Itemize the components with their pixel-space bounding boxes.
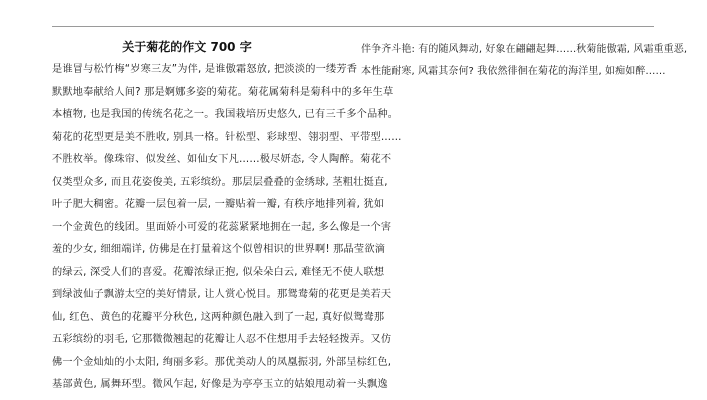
body-line: 仅类型众多, 而且花姿俊美, 五彩缤纷。那层层叠叠的金绣球, 茎粗壮挺直, [52, 176, 388, 188]
body-line: 佛一个金灿灿的小太阳, 绚丽多彩。那优美动人的凤凰振羽, 外部呈棕红色, [52, 356, 392, 368]
body-line: 的绿云, 深受人们的喜爱。花瓣浓绿正抱, 似朵朵白云, 难怪无不使人联想 [52, 266, 385, 278]
body-line: 默默地奉献给人间? 那是婀娜多姿的菊花。菊花属菊科是菊科中的多年生草 [52, 86, 394, 98]
body-line: 不胜枚举。像珠帘、似发丝、如仙女下凡……极尽妍态, 令人陶醉。菊花不 [52, 154, 392, 165]
body-line: 伴争齐斗艳: 有的随风舞动, 好象在翩翩起舞……秋菊能傲霜, 风霜重重恶, [361, 44, 688, 55]
body-line: 本性能耐寒, 风霜其奈何? 我依然徘徊在菊花的海洋里, 如痴如醉…… [361, 66, 666, 77]
top-rule [52, 26, 654, 27]
body-line: 一个金黄色的线团。里面娇小可爱的花蕊紧紧地拥在一起, 多么像是一个害 [52, 221, 392, 233]
body-line: 到绿波仙子飘游太空的美好情景, 让人赏心悦目。那鸳鸯菊的花更是美若天 [52, 289, 392, 300]
body-line: 羞的少女, 细细端详, 仿佛是在打量着这个似曾相识的世界啊! 那晶莹欲滴 [52, 244, 386, 255]
body-line: 叶子肥大稠密。花瓣一层包着一层, 一瓣贴着一瓣, 有秩序地排列着, 犹如 [52, 199, 385, 210]
body-line: 五彩缤纷的羽毛, 它那微微翘起的花瓣让人忍不住想用手去轻轻拨弄。又仿 [52, 334, 392, 345]
body-line: 是谁冒与松竹梅“岁寒三友”为伴, 是谁傲霜怒放, 把淡淡的一缕芳香 [52, 64, 358, 75]
body-line: 基部黄色, 属舞环型。微风乍起, 好像是为亭亭玉立的姑娘甩动着一头飘逸 [52, 379, 388, 390]
body-line: 本植物, 也是我国的传统名花之一。我国栽培历史悠久, 已有三千多个品种。 [52, 109, 399, 120]
page-title: 关于菊花的作文 700 字 [122, 40, 252, 54]
body-line: 菊花的花型更是美不胜收, 别具一格。针松型、彩球型、翎羽型、平带型…… [52, 131, 402, 143]
body-line: 仙, 红色、黄色的花瓣平分秋色, 这两种颜色融入到了一起, 真好似鸳鸯那 [52, 311, 385, 323]
